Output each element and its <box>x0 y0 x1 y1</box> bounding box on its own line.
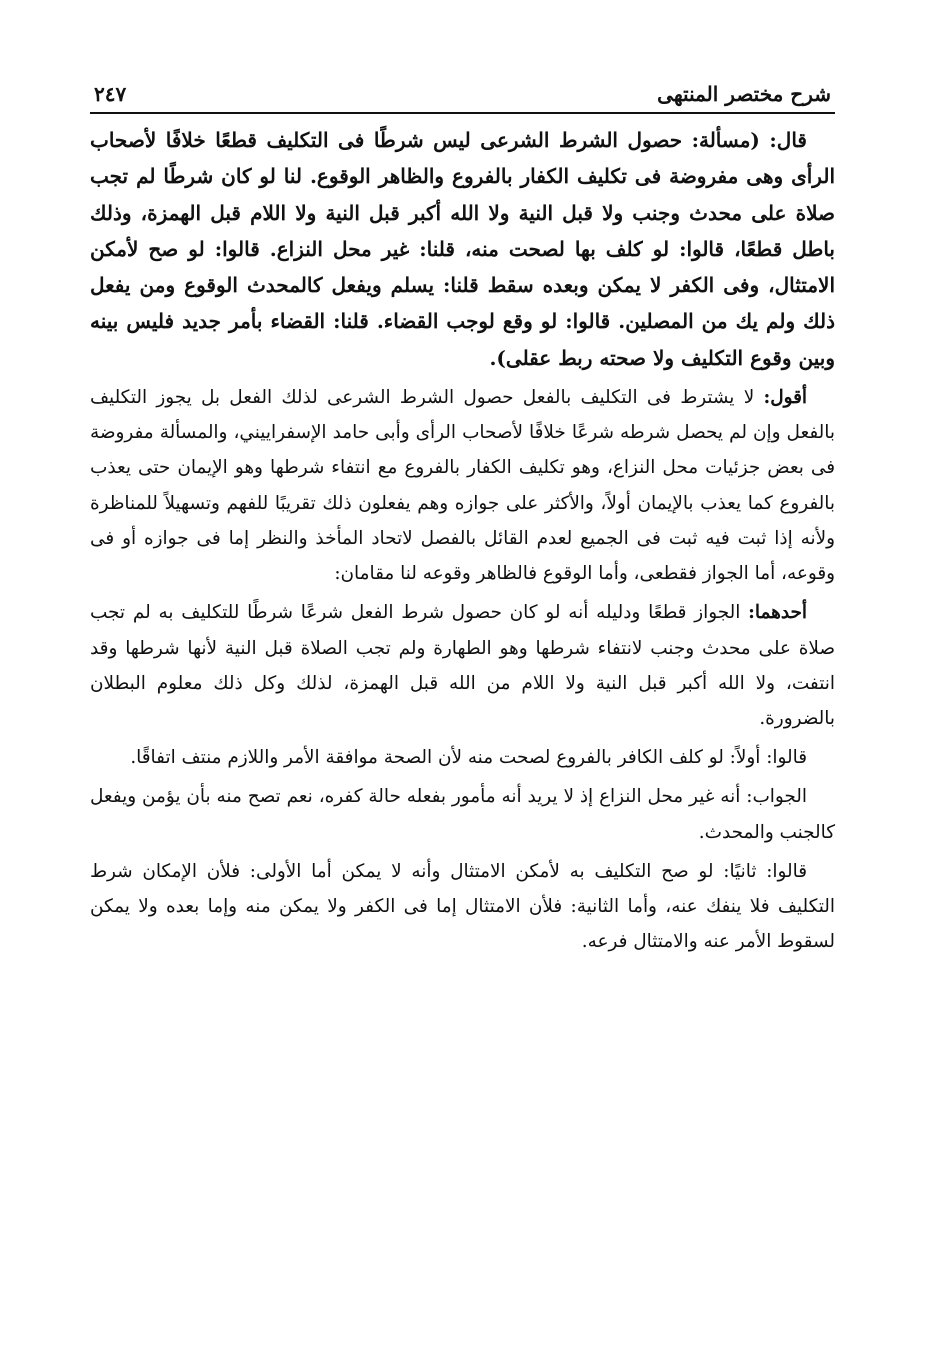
book-page <box>90 80 835 1320</box>
sharh-paragraph <box>90 595 835 736</box>
header-rule <box>90 112 835 114</box>
sharh-paragraph <box>90 779 835 849</box>
paragraph-lead: أقول: <box>763 387 807 409</box>
paragraph-text: (مسألة: حصول الشرط الشرعى ليس شرطًا فى التكليف قطعًا خلافًا لأصحاب الرأى وهى مفروضة فى تكليف الكفار بالفروع والظاهر الوقوع. لنا لو كان شرطًا لم تجب صلاة على محدث وجنب ولا قبل النية ولا الله أكبر قبل النية ولا اللام قبل الهمزة، وذلك باطل قطعًا، قالوا: لو كلف بها لصحت منه، قلنا: غير محل النزاع. قالوا: لو صح لأمكن الامتثال، وفى الكفر لا يمكن وبعده سقط قلنا: يسلم ويفعل كالمحدث الوقوع ومن يفعل ذلك ولم يك من المصلين. قالوا: لو وقع لوجب القضاء. قلنا: القضاء بأمر جديد فليس بينه وبين وقوع التكليف ولا صحته ربط عقلى). <box>90 128 835 370</box>
running-title: شرح مختصر المنتهى <box>657 82 831 106</box>
paragraph-text: قالوا: أولاً: لو كلف الكافر بالفروع لصحت منه لأن الصحة موافقة الأمر واللازم منتف اتفاقًا. <box>130 747 807 769</box>
matn-paragraph <box>90 122 835 376</box>
sharh-paragraph <box>90 740 835 775</box>
running-head <box>90 80 835 108</box>
page-number: ٢٤٧ <box>94 82 127 106</box>
paragraph-text: قالوا: ثانيًا: لو صح التكليف به لأمكن الامتثال وأنه لا يمكن أما الأولى: فلأن الإمكان شرط التكليف فلا ينفك عنه، وأما الثانية: فلأن الامتثال إما فى الكفر ولا يمكن منه وإما بعده ولا يمكن لسقوط الأمر عنه والامتثال فرعه. <box>90 860 835 953</box>
sharh-paragraph <box>90 854 835 960</box>
paragraph-text: لا يشترط فى التكليف بالفعل حصول الشرط الشرعى لذلك الفعل بل يجوز التكليف بالفعل وإن لم يحصل شرطه شرعًا خلافًا لأصحاب الرأى وأبى حامد الإسفراييني، والمسألة مفروضة فى بعض جزئيات محل النزاع، وهو تكليف الكفار بالفروع مع انتفاء شرطها وهو الإيمان حتى يعذب بالفروع كما يعذب بالإيمان أولاً، والأكثر على جوازه وهم يفعلون ذلك تقريبًا للفهم وتسهيلاً للمناظرة ولأنه إذا ثبت فيه ثبت فى الجميع لعدم القائل بالفصل لاتحاد المأخذ والنظر إما فى جوازه أو فى وقوعه، أما الجواز فقطعى، وأما الوقوع فالظاهر وقوعه لنا مقامان: <box>90 387 835 585</box>
paragraph-text: الجواب: أنه غير محل النزاع إذ لا يريد أنه مأمور بفعله حالة كفره، نعم تصح منه بأن يؤمن ويفعل كالجنب والمحدث. <box>90 786 835 843</box>
page-body <box>90 122 835 959</box>
paragraph-lead: أحدهما: <box>748 602 807 624</box>
paragraph-text: الجواز قطعًا ودليله أنه لو كان حصول شرط الفعل شرعًا شرطًا للتكليف به لم تجب صلاة على محدث وجنب لانتفاء شرطها وهو الطهارة ولم تجب الصلاة قبل النية لأنها شرطها وقد انتفت، ولا الله أكبر قبل النية ولا اللام من الله قبل الهمزة، لذلك وكل ذلك معلوم البطلان بالضرورة. <box>90 602 835 729</box>
sharh-paragraph <box>90 380 835 591</box>
paragraph-lead: قال: <box>769 128 807 152</box>
